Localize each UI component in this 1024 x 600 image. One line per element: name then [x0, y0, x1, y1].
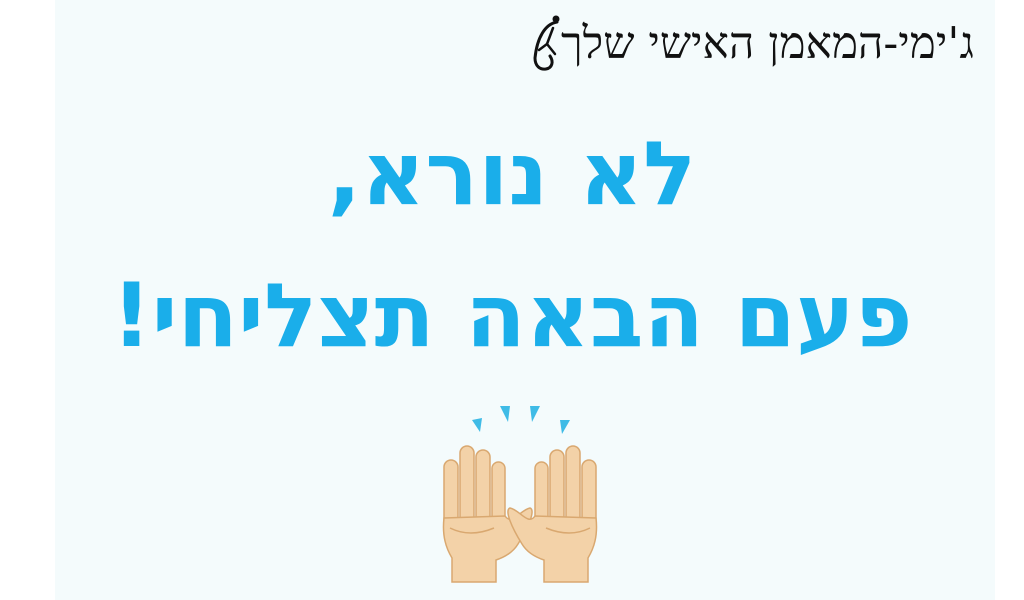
headline-line-2: פעם הבאה תצליחי!: [111, 264, 913, 367]
raising-hands-icon: [420, 398, 620, 583]
brand-name: ג'ימי-המאמן האישי שלך: [561, 18, 974, 69]
runner-logo-icon: [531, 14, 561, 74]
headline-line-1: לא נורא,: [327, 122, 697, 225]
brand-header: [531, 14, 976, 74]
